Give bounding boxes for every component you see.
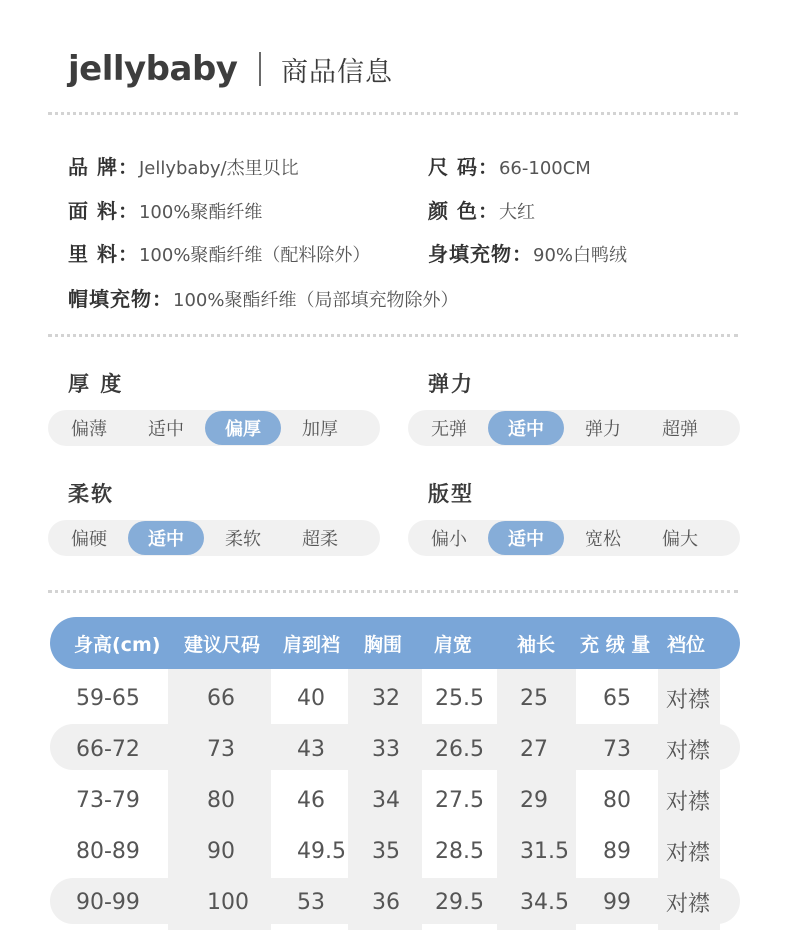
info-brand-value: Jellybaby/杰里贝比 <box>138 158 299 179</box>
table-header-cell: 建议尺码 <box>184 633 261 656</box>
table-cell: 73-79 <box>76 788 140 813</box>
table-header-cell: 充 绒 量 <box>580 633 651 656</box>
elasticity-selector <box>408 410 740 446</box>
softness-option[interactable]: 柔软 <box>225 529 261 550</box>
table-header-cell: 胸围 <box>364 633 403 656</box>
thickness-selector <box>48 410 380 446</box>
table-cell: 27.5 <box>435 788 484 813</box>
table-cell: 28.5 <box>435 839 484 864</box>
softness-option-selected[interactable]: 适中 <box>128 521 204 555</box>
table-cell: 34.5 <box>520 890 569 915</box>
header-divider <box>259 52 261 86</box>
table-header-cell: 袖长 <box>517 633 556 656</box>
info-body-fill-key: 身填充物： <box>428 242 533 266</box>
table-cell: 40 <box>297 686 325 711</box>
table-row <box>50 724 740 775</box>
thickness-option[interactable]: 偏薄 <box>71 419 107 440</box>
fit-option[interactable]: 宽松 <box>585 529 621 550</box>
table-cell: 32 <box>372 686 400 711</box>
table-cell: 29 <box>520 788 548 813</box>
info-color-key: 颜 色： <box>428 199 499 223</box>
table-cell: 43 <box>297 737 325 762</box>
elasticity-title: 弹力 <box>428 372 474 396</box>
brand-logo: jellybaby <box>68 49 238 89</box>
info-body-fill <box>428 238 627 267</box>
dotted-divider <box>48 112 738 115</box>
table-cell: 对襟 <box>666 841 711 866</box>
table-cell: 59-65 <box>76 686 140 711</box>
table-cell: 对襟 <box>666 790 711 815</box>
info-hat-fill-value: 100%聚酯纤维（局部填充物除外） <box>173 290 459 311</box>
table-cell: 53 <box>297 890 325 915</box>
info-lining <box>68 238 370 267</box>
table-cell: 对襟 <box>666 688 711 713</box>
dotted-divider <box>48 334 738 337</box>
table-cell: 35 <box>372 839 400 864</box>
info-hat-fill-key: 帽填充物： <box>68 287 173 311</box>
table-body <box>50 669 740 930</box>
fit-title: 版型 <box>428 482 474 506</box>
table-cell: 31.5 <box>520 839 569 864</box>
table-row <box>50 877 740 928</box>
softness-option[interactable]: 偏硬 <box>71 529 107 550</box>
elasticity-option[interactable]: 无弹 <box>431 419 467 440</box>
table-cell: 对襟 <box>666 892 711 917</box>
table-header-cell: 裆位 <box>667 633 706 656</box>
info-fabric <box>68 195 262 224</box>
table-cell: 80 <box>603 788 631 813</box>
info-hat-fill <box>68 283 458 312</box>
info-brand <box>68 151 299 180</box>
table-cell: 100 <box>207 890 249 915</box>
table-cell: 25 <box>520 686 548 711</box>
info-size-value: 66-100CM <box>498 158 591 179</box>
elasticity-option[interactable]: 弹力 <box>585 419 621 440</box>
thickness-option[interactable]: 适中 <box>148 419 184 440</box>
table-cell: 73 <box>603 737 631 762</box>
info-size <box>428 151 591 180</box>
info-fabric-key: 面 料： <box>68 199 139 223</box>
page-header <box>68 44 393 94</box>
fit-selector <box>408 520 740 556</box>
table-header-cell: 肩到裆 <box>283 633 341 656</box>
info-color <box>428 195 535 224</box>
thickness-option[interactable]: 加厚 <box>302 419 338 440</box>
table-cell: 80 <box>207 788 235 813</box>
fit-option-selected[interactable]: 适中 <box>488 521 564 555</box>
info-lining-key: 里 料： <box>68 242 139 266</box>
table-row <box>50 775 740 826</box>
table-cell: 66 <box>207 686 235 711</box>
elasticity-option[interactable]: 超弹 <box>662 419 698 440</box>
table-cell: 80-89 <box>76 839 140 864</box>
table-cell: 对襟 <box>666 739 711 764</box>
info-lining-value: 100%聚酯纤维（配料除外） <box>138 245 371 266</box>
softness-option[interactable]: 超柔 <box>302 529 338 550</box>
info-fabric-value: 100%聚酯纤维 <box>138 202 263 223</box>
fit-option[interactable]: 偏小 <box>431 529 467 550</box>
thickness-title: 厚 度 <box>68 372 124 396</box>
table-cell: 33 <box>372 737 400 762</box>
table-cell: 89 <box>603 839 631 864</box>
dotted-divider <box>48 590 738 593</box>
table-cell: 36 <box>372 890 400 915</box>
info-brand-key: 品 牌： <box>68 155 139 179</box>
table-header-cell: 身高(cm) <box>74 633 161 656</box>
table-cell: 27 <box>520 737 548 762</box>
table-cell: 99 <box>603 890 631 915</box>
table-cell: 49.5 <box>297 839 346 864</box>
table-row <box>50 673 740 724</box>
fit-option[interactable]: 偏大 <box>662 529 698 550</box>
info-size-key: 尺 码： <box>428 155 499 179</box>
page-title: 商品信息 <box>280 56 393 88</box>
info-body-fill-value: 90%白鸭绒 <box>533 245 628 266</box>
softness-title: 柔软 <box>68 482 114 506</box>
table-header-cell: 肩宽 <box>434 633 473 656</box>
thickness-option-selected[interactable]: 偏厚 <box>205 411 281 445</box>
table-cell: 29.5 <box>435 890 484 915</box>
table-cell: 66-72 <box>76 737 140 762</box>
table-cell: 46 <box>297 788 325 813</box>
info-color-value: 大红 <box>498 202 535 223</box>
table-header <box>50 617 740 669</box>
table-cell: 26.5 <box>435 737 484 762</box>
table-row <box>50 826 740 877</box>
table-cell: 34 <box>372 788 400 813</box>
softness-selector <box>48 520 380 556</box>
table-cell: 65 <box>603 686 631 711</box>
table-cell: 90-99 <box>76 890 140 915</box>
table-cell: 90 <box>207 839 235 864</box>
elasticity-option-selected[interactable]: 适中 <box>488 411 564 445</box>
table-cell: 73 <box>207 737 235 762</box>
table-cell: 25.5 <box>435 686 484 711</box>
size-table <box>50 617 740 930</box>
